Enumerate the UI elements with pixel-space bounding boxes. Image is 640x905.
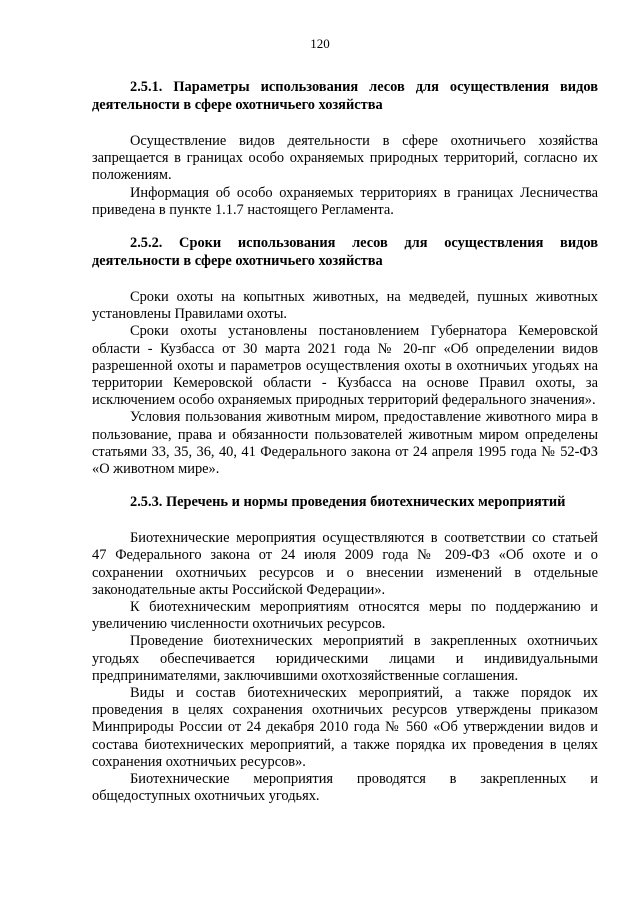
page-number: 120 — [310, 36, 330, 51]
paragraph: Биотехнические мероприятия проводятся в закрепленных и общедоступных охотничьих угодьях. — [92, 771, 598, 805]
paragraph: К биотехническим мероприятиям относятся меры по поддержанию и увеличению численности охотничьих ресурсов. — [92, 599, 598, 633]
paragraph: Проведение биотехнических мероприятий в закрепленных охотничьих угодьях обеспечивается юридическими лицами и индивидуальными предпринимателями, заключившими охотхозяйственные соглашения. — [92, 633, 598, 684]
paragraph: Биотехнические мероприятия осуществляются в соответствии со статьей 47 Федерального закона от 24 июля 2009 года № 209-ФЗ «Об охоте и о сохранении охотничьих ресурсов и о внесении изменений в отдельные законодательные акты Российской Федерации». — [92, 530, 598, 598]
paragraph: Сроки охоты на копытных животных, на медведей, пушных животных установлены Правилами охоты. — [92, 289, 598, 323]
section-2-5-1 — [92, 78, 598, 219]
paragraph: Осуществление видов деятельности в сфере охотничьего хозяйства запрещается в границах особо охраняемых природных территорий, согласно их положениям. — [92, 133, 598, 184]
section-heading: 2.5.2. Сроки использования лесов для осуществления видов деятельности в сфере охотничьего хозяйства — [92, 235, 598, 270]
paragraph: Виды и состав биотехнических мероприятий, а также порядок их проведения в целях сохранения охотничьих ресурсов утверждены приказом Минприроды России от 24 декабря 2010 года № 560 «Об утверждении видов и состава биотехнических мероприятий, а также порядка их проведения в целях сохранения охотничьих ресурсов». — [92, 685, 598, 770]
section-2-5-2 — [92, 234, 598, 478]
document-body — [92, 78, 598, 821]
paragraph: Условия пользования животным миром, предоставление животного мира в пользование, права и обязанности пользователей животным миром определены статьями 33, 35, 36, 40, 41 Федерального закона от 24 апреля 1995 года № 52-ФЗ «О животном мире». — [92, 409, 598, 478]
section-heading: 2.5.1. Параметры использования лесов для осуществления видов деятельности в сфере охотничьего хозяйства — [92, 79, 598, 113]
paragraph: Информация об особо охраняемых территориях в границах Лесничества приведена в пункте 1.1.7 настоящего Регламента. — [92, 184, 598, 218]
paragraph: Сроки охоты установлены постановлением Губернатора Кемеровской области - Кузбасса от 30 марта 2021 года № 20-пг «Об определении видов разрешенной охоты и параметров осуществления охоты в охотничьих угодьях на территории Кемеровской области - Кузбасса на основе Правил охоты, за исключением особо охраняемых природных территорий федерального значения». — [92, 323, 598, 409]
section-heading: 2.5.3. Перечень и нормы проведения биотехнических мероприятий — [130, 494, 566, 511]
section-2-5-3 — [92, 493, 598, 805]
